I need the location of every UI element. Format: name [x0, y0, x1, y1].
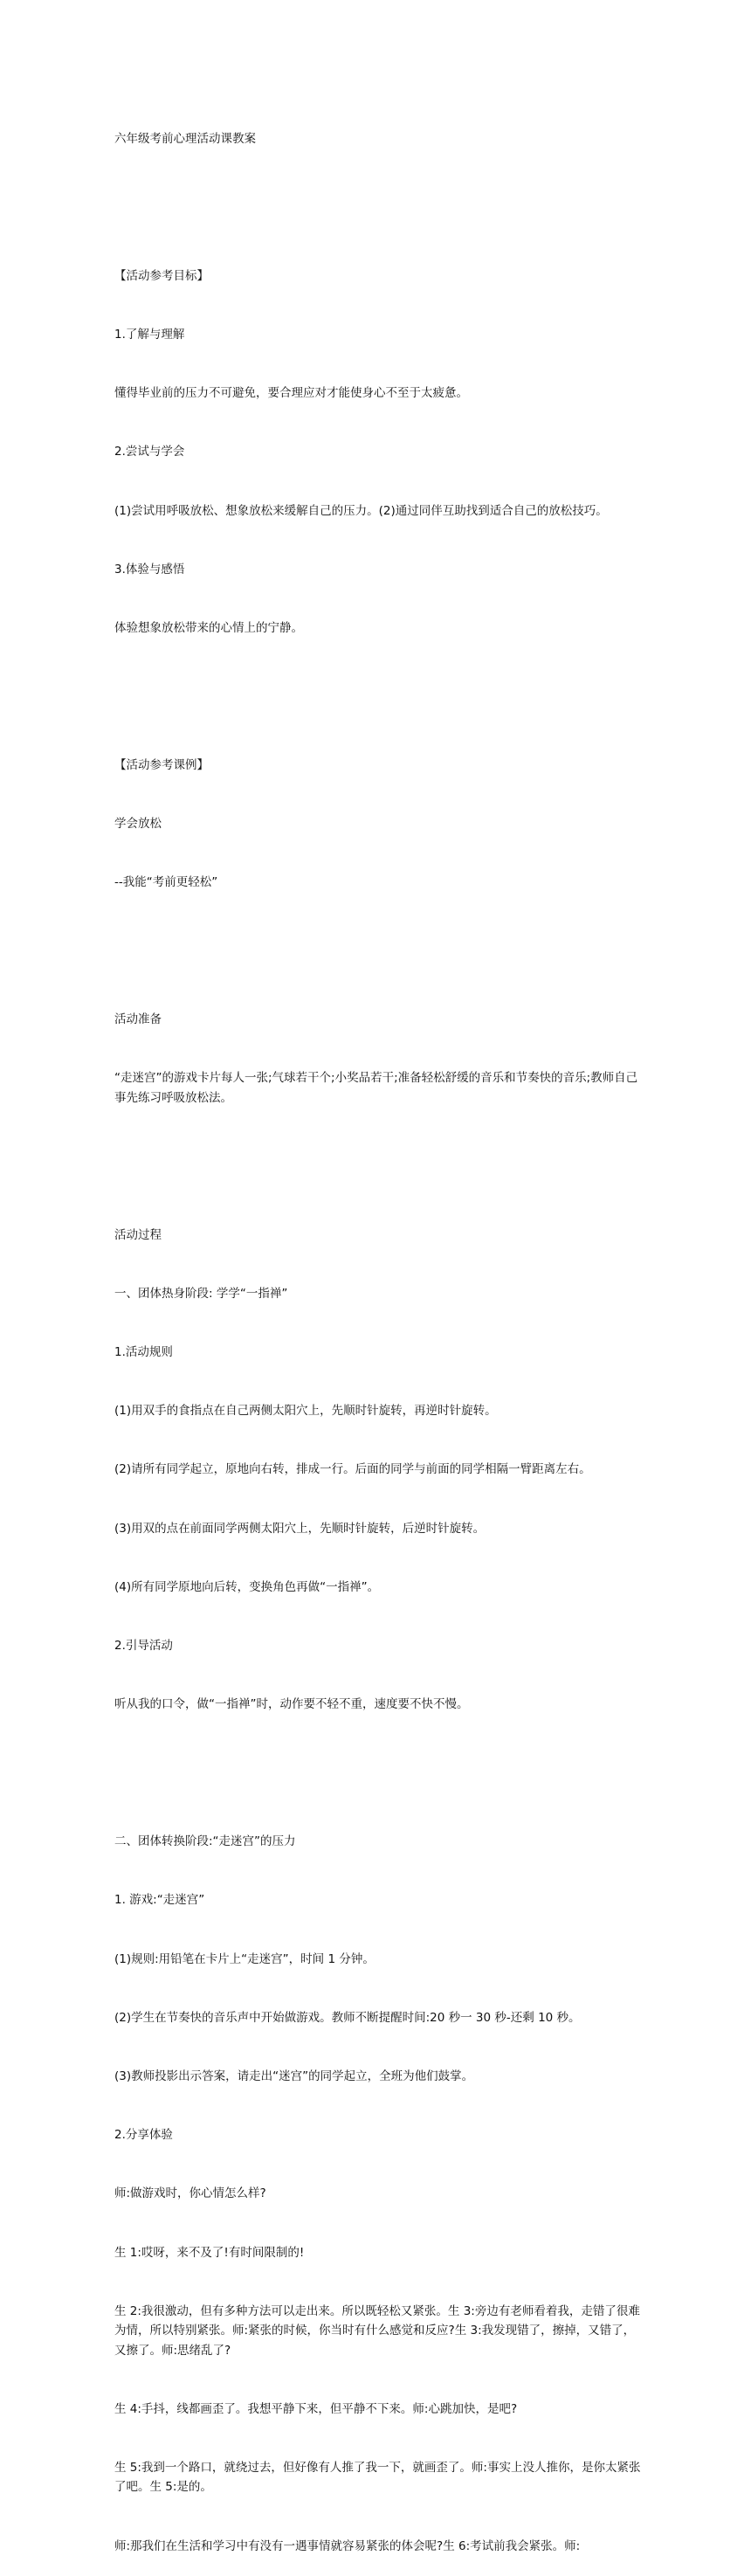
prep-heading: 活动准备 — [114, 1012, 162, 1027]
dialog-line-3: 生 2:我很激动，但有多种方法可以走出来。所以既轻松又紧张。生 3:旁边有老师看着我，走错了很难为情，所以特别紧张。师:紧张的时候，你当时有什么感觉和反应?生 3:我发现错了，擦掉，又错了，又擦了。师:思绪乱了? — [114, 2303, 640, 2358]
goals-item3-heading: 3.体验与感悟 — [114, 562, 185, 577]
stage2-heading: 二、团体转换阶段:“走迷宫”的压力 — [114, 1834, 296, 1849]
stage1-rule-3: (3)用双的点在前面同学两侧太阳穴上，先顺时针旋转，后逆时针旋转。 — [114, 1521, 486, 1536]
goals-item2-text: (1)尝试用呼吸放松、想象放松来缓解自己的压力。(2)通过同伴互助找到适合自己的放松技巧。 — [114, 503, 608, 518]
example-heading: 【活动参考课例】 — [114, 757, 209, 772]
stage2-game-heading: 1. 游戏:“走迷宫” — [114, 1893, 205, 1908]
spacer — [114, 1147, 643, 1166]
spacer — [114, 677, 643, 696]
lesson-title: 学会放松 — [114, 817, 162, 831]
goals-item2-heading: 2.尝试与学会 — [114, 445, 185, 459]
process-heading: 活动过程 — [114, 1227, 162, 1242]
dialog-line-5: 生 5:我到一个路口，就绕过去，但好像有人推了我一下，就画歪了。师:事实上没人推你，是你太紧张了吧。生 5:是的。 — [114, 2461, 641, 2495]
dialog-line-2: 生 1:哎呀，来不及了!有时间限制的! — [114, 2245, 305, 2260]
dialog-line-1: 师:做游戏时，你心情怎么样? — [114, 2186, 266, 2201]
stage1-guide-text: 听从我的口令，做“一指禅”时，动作要不轻不重，速度要不快不慢。 — [114, 1697, 469, 1712]
stage2-share-heading: 2.分享体验 — [114, 2128, 173, 2143]
spacer — [114, 1753, 643, 1772]
stage2-game-3: (3)教师投影出示答案，请走出“迷宫”的同学起立，全班为他们鼓掌。 — [114, 2068, 474, 2083]
goals-item1-text: 懂得毕业前的压力不可避免，要合理应对才能使身心不至于太疲惫。 — [114, 386, 468, 401]
document-page — [114, 90, 643, 2576]
stage1-guide-heading: 2.引导活动 — [114, 1639, 173, 1654]
goals-item3-text: 体验想象放松带来的心情上的宁静。 — [114, 620, 303, 635]
stage1-rules-heading: 1.活动规则 — [114, 1344, 173, 1359]
stage1-rule-2: (2)请所有同学起立，原地向右转，排成一行。后面的同学与前面的同学相隔一臂距离左右。 — [114, 1462, 591, 1477]
stage1-rule-1: (1)用双手的食指点在自己两侧太阳穴上，先顺时针旋转，再逆时针旋转。 — [114, 1404, 497, 1419]
goals-item1-heading: 1.了解与理解 — [114, 327, 185, 342]
dialog-line-6: 师:那我们在生活和学习中有没有一遇事情就容易紧张的体会呢?生 6:考试前我会紧张。师: — [114, 2538, 581, 2553]
stage1-heading: 一、团体热身阶段: 学学“一指禅” — [114, 1286, 288, 1301]
dialog-line-4: 生 4:手抖，线都画歪了。我想平静下来，但平静不下来。师:心跳加快，是吧? — [114, 2401, 518, 2416]
stage1-rule-4: (4)所有同学原地向后转，变换角色再做“一指禅”。 — [114, 1579, 380, 1594]
goals-heading: 【活动参考目标】 — [114, 268, 209, 283]
prep-text: “走迷宫”的游戏卡片每人一张;气球若干个;小奖品若干;准备轻松舒缓的音乐和节奏快的音乐;教师自己事先练习呼吸放松法。 — [114, 1071, 638, 1105]
lesson-subtitle: --我能“考前更轻松” — [114, 875, 218, 890]
document-title: 六年级考前心理活动课教案 — [114, 131, 256, 146]
stage2-game-1: (1)规则:用铅笔在卡片上“走迷宫”，时间 1 分钟。 — [114, 1951, 375, 1966]
spacer — [114, 931, 643, 950]
stage2-game-2: (2)学生在节奏快的音乐声中开始做游戏。教师不断提醒时间:20 秒一 30 秒-还剩 10 秒。 — [114, 2010, 581, 2025]
spacer — [114, 188, 643, 207]
